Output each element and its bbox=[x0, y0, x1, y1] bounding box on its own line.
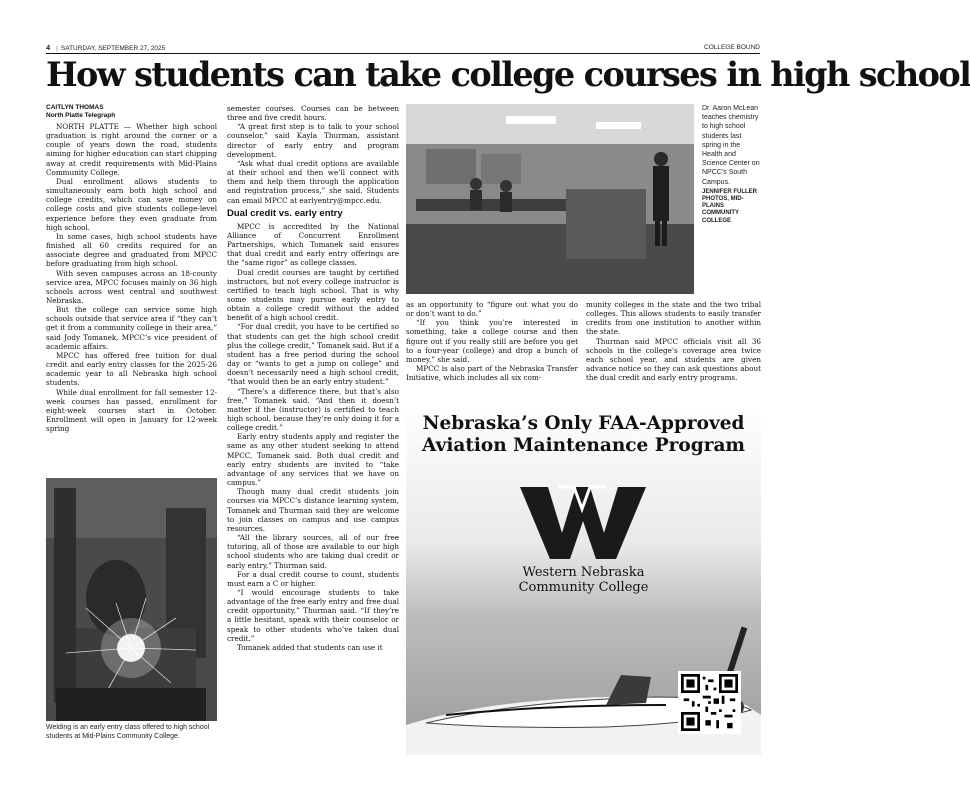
ad-org-line: Western Nebraska bbox=[522, 565, 645, 580]
paragraph: Tomanek added that students can use it bbox=[237, 642, 383, 652]
paragraph: “A great first step is to talk to your school counselor,” said Kayla Thurman, assistant director of early entry and program development. bbox=[227, 122, 399, 159]
advertisement bbox=[406, 405, 761, 755]
ad-org-line: Community College bbox=[518, 580, 649, 595]
ad-organization bbox=[406, 565, 761, 595]
welding-caption: Welding is an early entry class offered to high school students at Mid-Plains Community College. bbox=[46, 724, 210, 740]
paragraph: “For dual credit, you have to be certified so that students can get the high school credit plus the college credit,” Tomanek said. But if a student has a free period during the school day or “wants to get a jump on college” and doesn’t necessarily need a high school credit, “that would then be an early entry student.” bbox=[227, 322, 399, 387]
paragraph: munity colleges in the state and the two tribal colleges. This allows students to easily transfer credits from one institution to another within the state. bbox=[586, 300, 761, 337]
paragraph: semester courses. Courses can be between three and five credit hours. bbox=[227, 104, 399, 123]
paragraph: NORTH PLATTE — Whether high school graduation is right around the corner or a couple of years down the road, students aiming for higher education can start chipping away at credit requirements with Mid-Plains Community College. bbox=[46, 122, 217, 177]
classroom-caption bbox=[702, 104, 762, 225]
paragraph: Dual enrollment allows students to simultaneously earn both high school and college credits, which can save money on college costs and give students college-level experience before they even graduate from high school. bbox=[46, 176, 217, 232]
paragraph: “All the library sources, all of our free tutoring, all of those are available to our high school students who are taking dual credit or early entry,” Thurman said. bbox=[227, 533, 399, 570]
header-rule bbox=[46, 53, 760, 54]
page-header bbox=[46, 42, 760, 52]
header-separator: | bbox=[56, 44, 58, 52]
paragraph: Early entry students apply and register the same as any other student seeking to attend MPCC, Tomanek said. Both dual credit and early entry students are invited to “take advantage of any services that we have on campus.” bbox=[227, 432, 399, 488]
paragraph: Thurman said MPCC officials visit all 36 schools in the college’s coverage area twice each school year, and students are given advance notice so they can ask questions about the dual credit and early entry programs. bbox=[586, 336, 761, 383]
paragraph: MPCC is accredited by the National Alliance of Concurrent Enrollment Partnerships, which Tomanek said ensures that dual credit and early entry offerings are the “same rigor” as college classes. bbox=[227, 221, 399, 268]
ad-headline bbox=[406, 413, 761, 457]
classroom-caption-text: Dr. Aaron McLean teaches chemistry to high school students last spring in the Health and Science Center on NPCC’s South Campus. bbox=[702, 105, 760, 186]
paragraph: For a dual credit course to count, students must earn a C or higher. bbox=[227, 569, 399, 588]
classroom-illustration bbox=[406, 104, 694, 294]
paragraph: “There’s a difference there, but that’s also free,” Tomanek said. “And then it doesn’t matter if the (instructor) is certified to teach high school, because they’re only doing it for a college credit.” bbox=[227, 386, 399, 433]
article-column-2 bbox=[227, 104, 399, 754]
page-info bbox=[46, 43, 165, 52]
author-name: CAITLYN THOMAS bbox=[46, 104, 104, 111]
paragraph: MPCC is also part of the Nebraska Transfer Initiative, which includes all six com- bbox=[406, 364, 578, 383]
welding-illustration bbox=[46, 478, 217, 721]
photo-credit-line: MID-PLAINS COMMUNITY COLLEGE bbox=[702, 196, 744, 224]
section-name: COLLEGE BOUND bbox=[704, 43, 760, 51]
paragraph: “I would encourage students to take advantage of the free early entry and free dual credit opportunity,” Thurman said. “If they’re a little hesitant, speak with their counselor or speak to other students who’ve taken dual credit.” bbox=[227, 587, 399, 643]
ad-headline-line: Nebraska’s Only FAA-Approved bbox=[422, 413, 745, 434]
classroom-photo bbox=[406, 104, 694, 294]
paragraph: While dual enrollment for fall semester 12-week courses has passed, enrollment for eight-week courses start in October. Enrollment will open in January for 12-week spring bbox=[46, 387, 217, 434]
wnc-logo-icon bbox=[518, 483, 648, 563]
issue-date: SATURDAY, SEPTEMBER 27, 2025 bbox=[60, 44, 166, 52]
photo-credit bbox=[702, 189, 762, 225]
paragraph: Though many dual credit students join courses via MPCC’s distance learning system, Tomanek and Thurman said they are welcome to join classes on campus and use campus resources. bbox=[227, 487, 399, 533]
paragraph: In some cases, high school students have finished all 60 credits required for an associate degree and graduated from MPCC before graduating from high school. bbox=[46, 231, 217, 269]
article-column-3 bbox=[406, 300, 578, 398]
welding-photo bbox=[46, 478, 217, 721]
byline bbox=[46, 104, 217, 120]
page-number: 4 bbox=[46, 42, 51, 52]
paragraph: as an opportunity to “figure out what you do or don’t want to do.” bbox=[406, 300, 578, 319]
author-outlet: North Platte Telegraph bbox=[46, 112, 116, 119]
paragraph: But the college can service some high schools outside that service area if “they can’t get it from a community college in their area,” said Jody Tomanek, MPCC’s vice president of academic affairs. bbox=[46, 305, 217, 351]
section-subhead: Dual credit vs. early entry bbox=[227, 207, 343, 219]
qr-code[interactable] bbox=[678, 671, 741, 734]
ad-headline-line: Aviation Maintenance Program bbox=[421, 435, 746, 456]
photo-credit-line: JENNIFER FULLER PHOTOS, bbox=[702, 188, 758, 203]
paragraph: “Ask what dual credit options are available at their school and then we’ll connect with them and help them through the application and registration process,” she said. Students can email MPCC at earlyentry@mpcc.edu. bbox=[227, 158, 399, 205]
article-column-4 bbox=[586, 300, 761, 398]
headline: How students can take college courses in high school bbox=[46, 55, 970, 94]
paragraph: MPCC has offered free tuition for dual credit and early entry classes for the 2025-26 academic year to all Nebraska high school students. bbox=[46, 350, 217, 388]
paragraph: Dual credit courses are taught by certified instructors, but not every college instructor is certified to teach high school. That is why some students may pursue early entry to obtain a college credit without the added benefit of a high school credit. bbox=[227, 267, 399, 323]
paragraph: With seven campuses across an 18-county service area, MPCC focuses mainly on 36 high schools across west central and southwest Nebraska. bbox=[46, 268, 217, 305]
paragraph: “If you think you’re interested in something, take a college course and then figure out if you really still are before you get to a four-year (college) and drop a bunch of money,” she said. bbox=[406, 318, 578, 364]
article-column-1 bbox=[46, 104, 217, 470]
